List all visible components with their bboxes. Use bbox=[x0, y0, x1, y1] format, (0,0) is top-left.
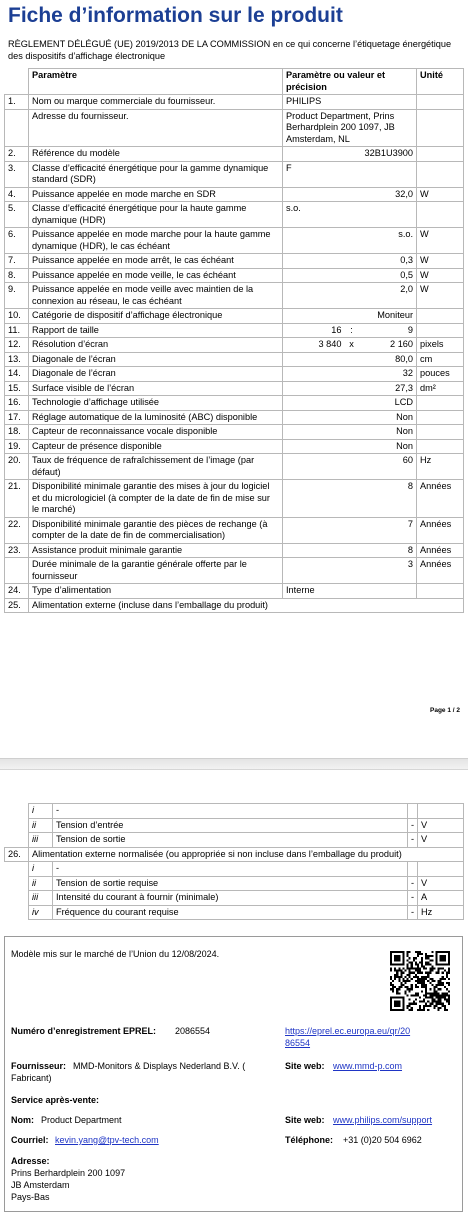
row-unit: W bbox=[417, 268, 464, 283]
row-value: 3 bbox=[283, 558, 417, 584]
row-value-a: 3 840 bbox=[283, 338, 345, 353]
product-info-box bbox=[4, 936, 463, 1212]
address-title: Adresse: bbox=[11, 1156, 50, 1166]
row-label: Alimentation externe normalisée (ou appropriée si non incluse dans l’emballage du produit) bbox=[29, 847, 464, 862]
row-number: 13. bbox=[5, 352, 29, 367]
row-unit bbox=[417, 425, 464, 440]
supplier-name: MMD-Monitors & Displays Nederland B.V. ( bbox=[73, 1061, 246, 1071]
eprel-label: Numéro d’enregistrement EPREL: bbox=[11, 1026, 157, 1036]
table-row bbox=[5, 352, 464, 367]
row-value-separator: x bbox=[345, 338, 359, 353]
psu-index: ii bbox=[29, 818, 53, 833]
row-unit: Hz bbox=[417, 454, 464, 480]
row-number: 14. bbox=[5, 367, 29, 382]
psu-value: - bbox=[408, 891, 418, 906]
spec-table-continued bbox=[4, 803, 464, 920]
email-label: Courriel: bbox=[11, 1135, 49, 1145]
row-value: Non bbox=[283, 425, 417, 440]
row-value: Product Department, Prins Berhardplein 200 1097, JB Amsterdam, NL bbox=[283, 109, 417, 147]
psu-unit: V bbox=[418, 818, 464, 833]
row-number: 10. bbox=[5, 309, 29, 324]
row-value: 27,3 bbox=[283, 381, 417, 396]
row-unit: Années bbox=[417, 558, 464, 584]
header-value: Paramètre ou valeur et précision bbox=[283, 69, 417, 95]
psu-label: - bbox=[53, 862, 408, 877]
psu-unit: A bbox=[418, 891, 464, 906]
row-value: 80,0 bbox=[283, 352, 417, 367]
table-row bbox=[5, 584, 464, 599]
table-row bbox=[5, 381, 464, 396]
table-row bbox=[5, 268, 464, 283]
service-name-label: Nom: bbox=[11, 1115, 34, 1125]
row-unit bbox=[417, 309, 464, 324]
row-number: 5. bbox=[5, 202, 29, 228]
row-label: Diagonale de l’écran bbox=[29, 367, 283, 382]
psu-unit: V bbox=[418, 876, 464, 891]
row-unit: W bbox=[417, 228, 464, 254]
row-value: 32 bbox=[283, 367, 417, 382]
row-value-b: 9 bbox=[359, 323, 417, 338]
psu-label: Tension de sortie requise bbox=[53, 876, 408, 891]
row-number: 17. bbox=[5, 410, 29, 425]
psu-unit: V bbox=[418, 833, 464, 848]
row-number bbox=[5, 558, 29, 584]
psu-value bbox=[408, 862, 418, 877]
table-row bbox=[5, 309, 464, 324]
psu-label: Intensité du courant à fournir (minimale) bbox=[53, 891, 408, 906]
row-unit bbox=[417, 147, 464, 162]
phone-number: +31 (0)20 504 6962 bbox=[343, 1135, 422, 1145]
page-title: Fiche d’information sur le produit bbox=[8, 4, 343, 27]
row-value: 8 bbox=[283, 543, 417, 558]
psu-label: Tension d’entrée bbox=[53, 818, 408, 833]
table-row bbox=[5, 480, 464, 518]
supplier-website-link[interactable]: www.mmd-p.com bbox=[333, 1061, 403, 1071]
supplier-label: Fournisseur: bbox=[11, 1061, 67, 1071]
row-value: Non bbox=[283, 410, 417, 425]
row-unit: pixels bbox=[417, 338, 464, 353]
table-row bbox=[5, 367, 464, 382]
row-number: 16. bbox=[5, 396, 29, 411]
psu-index: i bbox=[29, 804, 53, 819]
row-value: s.o. bbox=[283, 228, 417, 254]
indent-cell bbox=[5, 833, 29, 848]
table-row bbox=[5, 439, 464, 454]
row-label: Alimentation externe (incluse dans l’emballage du produit) bbox=[29, 598, 464, 613]
table-row bbox=[5, 95, 464, 110]
service-website-label: Site web: bbox=[285, 1115, 325, 1125]
table-row bbox=[5, 598, 464, 613]
row-value: 0,3 bbox=[283, 254, 417, 269]
market-date: Modèle mis sur le marché de l’Union du 12/08/2024. bbox=[11, 949, 220, 959]
psu-unit bbox=[418, 804, 464, 819]
psu-index: iv bbox=[29, 905, 53, 920]
email-link[interactable]: kevin.yang@tpv-tech.com bbox=[55, 1135, 159, 1145]
table-row bbox=[5, 454, 464, 480]
psu-index: iii bbox=[29, 891, 53, 906]
row-number: 2. bbox=[5, 147, 29, 162]
row-number: 25. bbox=[5, 598, 29, 613]
row-label: Assistance produit minimale garantie bbox=[29, 543, 283, 558]
page-number: Page 1 / 2 bbox=[430, 707, 460, 714]
row-value: PHILIPS bbox=[283, 95, 417, 110]
row-unit: Années bbox=[417, 480, 464, 518]
row-label: Rapport de taille bbox=[29, 323, 283, 338]
row-number: 3. bbox=[5, 161, 29, 187]
row-unit bbox=[417, 410, 464, 425]
row-value: LCD bbox=[283, 396, 417, 411]
row-value: Moniteur bbox=[283, 309, 417, 324]
row-value: 8 bbox=[283, 480, 417, 518]
row-number: 24. bbox=[5, 584, 29, 599]
row-label: Résolution d’écran bbox=[29, 338, 283, 353]
table-row bbox=[5, 323, 464, 338]
row-value: 2,0 bbox=[283, 283, 417, 309]
row-label: Puissance appelée en mode veille, le cas échéant bbox=[29, 268, 283, 283]
row-unit bbox=[417, 323, 464, 338]
row-label: Capteur de reconnaissance vocale disponible bbox=[29, 425, 283, 440]
row-label: Technologie d’affichage utilisée bbox=[29, 396, 283, 411]
row-value: Interne bbox=[283, 584, 417, 599]
row-unit: W bbox=[417, 187, 464, 202]
qr-code-icon bbox=[390, 951, 450, 1011]
row-number: 6. bbox=[5, 228, 29, 254]
row-unit bbox=[417, 202, 464, 228]
psu-row bbox=[5, 876, 464, 891]
row-value: F bbox=[283, 161, 417, 187]
row-label: Disponibilité minimale garantie des pièces de rechange (à compter de la date de fin de commercialisation) bbox=[29, 517, 283, 543]
row-label: Capteur de présence disponible bbox=[29, 439, 283, 454]
row-label: Puissance appelée en mode marche en SDR bbox=[29, 187, 283, 202]
psu-row bbox=[5, 891, 464, 906]
table-row bbox=[5, 847, 464, 862]
table-row bbox=[5, 283, 464, 309]
psu-row bbox=[5, 818, 464, 833]
row-label: Réglage automatique de la luminosité (ABC) disponible bbox=[29, 410, 283, 425]
row-number: 15. bbox=[5, 381, 29, 396]
psu-unit: Hz bbox=[418, 905, 464, 920]
row-label: Puissance appelée en mode veille avec maintien de la connexion au réseau, le cas échéant bbox=[29, 283, 283, 309]
row-unit: cm bbox=[417, 352, 464, 367]
row-number: 19. bbox=[5, 439, 29, 454]
spec-table-body bbox=[5, 69, 464, 613]
supplier-website-label: Site web: bbox=[285, 1061, 325, 1071]
row-value-b: 2 160 bbox=[359, 338, 417, 353]
row-unit: Années bbox=[417, 517, 464, 543]
row-unit bbox=[417, 109, 464, 147]
eprel-link[interactable]: https://eprel.ec.europa.eu/qr/20 bbox=[285, 1026, 411, 1036]
table-row bbox=[5, 396, 464, 411]
row-value: 32,0 bbox=[283, 187, 417, 202]
psu-value: - bbox=[408, 905, 418, 920]
table-row bbox=[5, 517, 464, 543]
regulation-intro: RÈGLEMENT DÉLÉGUÉ (UE) 2019/2013 DE LA COMMISSION en ce qui concerne l’étiquetage énergétique des dispositifs d’affichage électronique bbox=[8, 39, 452, 61]
header-unit: Unité bbox=[417, 69, 464, 95]
table-row bbox=[5, 202, 464, 228]
row-unit: dm² bbox=[417, 381, 464, 396]
row-unit bbox=[417, 95, 464, 110]
row-unit: W bbox=[417, 254, 464, 269]
row-unit: pouces bbox=[417, 367, 464, 382]
table-row bbox=[5, 109, 464, 147]
psu-unit bbox=[418, 862, 464, 877]
address-line-1: Prins Berhardplein 200 1097 bbox=[11, 1168, 126, 1178]
row-number: 23. bbox=[5, 543, 29, 558]
row-unit: W bbox=[417, 283, 464, 309]
table-row bbox=[5, 161, 464, 187]
psu-row bbox=[5, 833, 464, 848]
psu-label: Fréquence du courant requise bbox=[53, 905, 408, 920]
indent-cell bbox=[5, 891, 29, 906]
psu-value bbox=[408, 804, 418, 819]
table-row bbox=[5, 425, 464, 440]
phone-label: Téléphone: bbox=[285, 1135, 334, 1145]
psu-label: - bbox=[53, 804, 408, 819]
indent-cell bbox=[5, 862, 29, 877]
table-row bbox=[5, 187, 464, 202]
row-number: 7. bbox=[5, 254, 29, 269]
row-label: Adresse du fournisseur. bbox=[29, 109, 283, 147]
psu-row bbox=[5, 862, 464, 877]
indent-cell bbox=[5, 804, 29, 819]
row-label: Nom ou marque commerciale du fournisseur. bbox=[29, 95, 283, 110]
row-label: Diagonale de l’écran bbox=[29, 352, 283, 367]
indent-cell bbox=[5, 905, 29, 920]
psu-index: iii bbox=[29, 833, 53, 848]
table-header-row bbox=[5, 69, 464, 95]
table-row bbox=[5, 410, 464, 425]
row-value: 0,5 bbox=[283, 268, 417, 283]
row-number: 22. bbox=[5, 517, 29, 543]
row-value: 32B1U3900 bbox=[283, 147, 417, 162]
row-label: Classe d’efficacité énergétique pour la haute gamme dynamique (HDR) bbox=[29, 202, 283, 228]
row-number: 12. bbox=[5, 338, 29, 353]
row-label: Référence du modèle bbox=[29, 147, 283, 162]
row-value: Non bbox=[283, 439, 417, 454]
spec-table-continued-body bbox=[5, 804, 464, 920]
psu-row bbox=[5, 804, 464, 819]
row-label: Puissance appelée en mode arrêt, le cas échéant bbox=[29, 254, 283, 269]
spec-table bbox=[4, 68, 464, 613]
row-label: Surface visible de l’écran bbox=[29, 381, 283, 396]
service-title: Service après-vente: bbox=[11, 1095, 100, 1105]
table-row bbox=[5, 543, 464, 558]
row-label: Classe d’efficacité énergétique pour la gamme dynamique standard (SDR) bbox=[29, 161, 283, 187]
table-row bbox=[5, 147, 464, 162]
row-number: 11. bbox=[5, 323, 29, 338]
row-label: Durée minimale de la garantie générale offerte par le fournisseur bbox=[29, 558, 283, 584]
row-number: 8. bbox=[5, 268, 29, 283]
row-label: Puissance appelée en mode marche pour la haute gamme dynamique (HDR), le cas échéant bbox=[29, 228, 283, 254]
row-value: 60 bbox=[283, 454, 417, 480]
address-line-3: Pays-Bas bbox=[11, 1192, 50, 1202]
row-label: Catégorie de dispositif d’affichage électronique bbox=[29, 309, 283, 324]
row-unit bbox=[417, 396, 464, 411]
psu-label: Tension de sortie bbox=[53, 833, 408, 848]
address-line-2: JB Amsterdam bbox=[11, 1180, 70, 1190]
indent-cell bbox=[5, 818, 29, 833]
psu-index: i bbox=[29, 862, 53, 877]
table-row bbox=[5, 338, 464, 353]
row-number: 21. bbox=[5, 480, 29, 518]
row-label: Disponibilité minimale garantie des mises à jour du logiciel et du micrologiciel (à compter de la date de fin de mise sur le marché) bbox=[29, 480, 283, 518]
row-unit bbox=[417, 161, 464, 187]
page-separator bbox=[0, 758, 468, 770]
supplier-name-cont: Fabricant) bbox=[11, 1073, 52, 1083]
psu-row bbox=[5, 905, 464, 920]
table-row bbox=[5, 228, 464, 254]
row-number: 4. bbox=[5, 187, 29, 202]
table-row bbox=[5, 254, 464, 269]
row-value-a: 16 bbox=[283, 323, 345, 338]
service-name: Product Department bbox=[41, 1115, 122, 1125]
row-number: 20. bbox=[5, 454, 29, 480]
row-number: 18. bbox=[5, 425, 29, 440]
row-label: Type d’alimentation bbox=[29, 584, 283, 599]
table-row bbox=[5, 558, 464, 584]
header-empty-cell bbox=[5, 69, 29, 95]
header-param: Paramètre bbox=[29, 69, 283, 95]
indent-cell bbox=[5, 876, 29, 891]
psu-value: - bbox=[408, 833, 418, 848]
row-number bbox=[5, 109, 29, 147]
row-number: 1. bbox=[5, 95, 29, 110]
row-unit bbox=[417, 584, 464, 599]
row-number: 26. bbox=[5, 847, 29, 862]
eprel-number: 2086554 bbox=[175, 1026, 211, 1036]
service-website-link[interactable]: www.philips.com/support bbox=[333, 1115, 433, 1125]
row-unit: Années bbox=[417, 543, 464, 558]
row-value-separator: : bbox=[345, 323, 359, 338]
psu-index: ii bbox=[29, 876, 53, 891]
eprel-link-cont[interactable]: 86554 bbox=[285, 1038, 311, 1048]
row-label: Taux de fréquence de rafraîchissement de l’image (par défaut) bbox=[29, 454, 283, 480]
row-number: 9. bbox=[5, 283, 29, 309]
psu-value: - bbox=[408, 876, 418, 891]
row-value: s.o. bbox=[283, 202, 417, 228]
row-value: 7 bbox=[283, 517, 417, 543]
row-unit bbox=[417, 439, 464, 454]
psu-value: - bbox=[408, 818, 418, 833]
